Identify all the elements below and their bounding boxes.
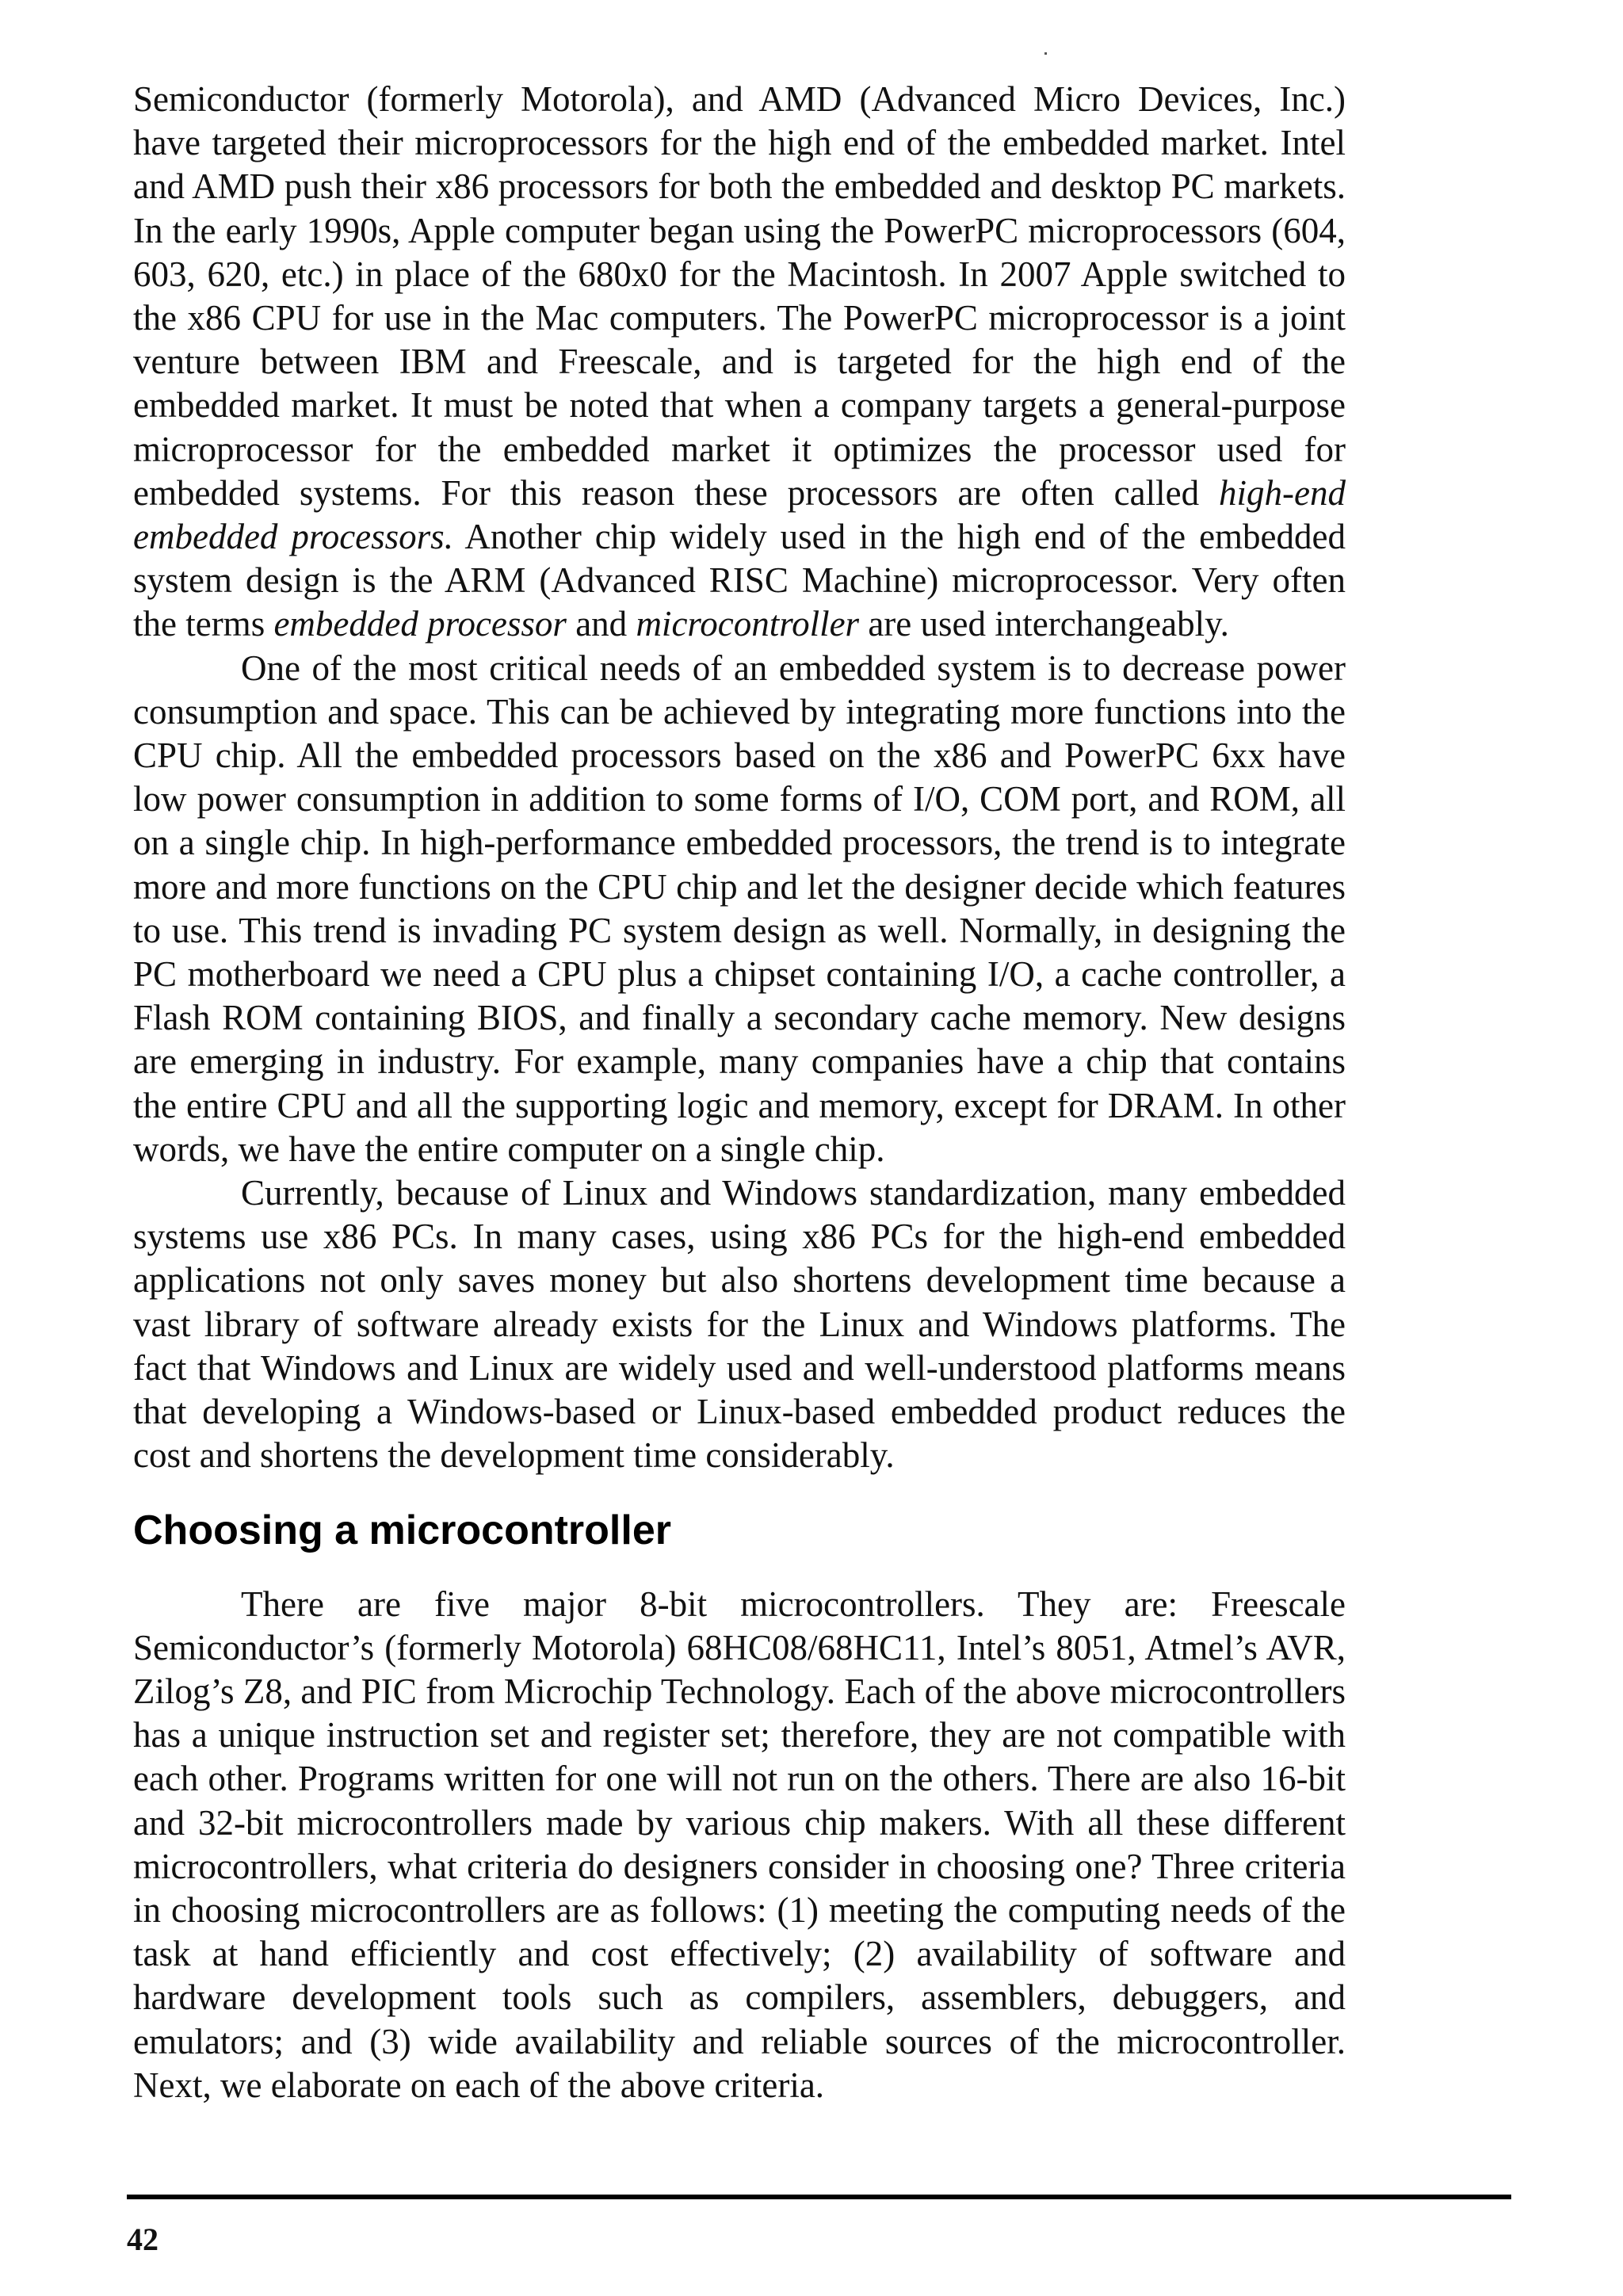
paragraph-power-consumption: One of the most critical needs of an embedded system is to decrease power consumption and space. This can be achieved by integrating more functions into the CPU chip. All the embedded processors based on the x86 and PowerPC 6xx have low power consumption in addition to some forms of I/O, COM port, and ROM, all on a single chip. In high-performance embedded processors, the trend is to integrate more and more functions on the CPU chip and let the designer decide which features to use. This trend is invading PC system design as well. Normally, in designing the PC motherboard we need a CPU plus a chipset containing I/O, a cache controller, a Flash ROM containing BIOS, and finally a secondary cache memory. New designs are emerging in industry. For example, many companies have a chip that contains the entire CPU and all the supporting logic and memory, except for DRAM. In other words, we have the entire computer on a single chip. <box>133 648 1346 1169</box>
section-heading: Choosing a microcontroller <box>133 1507 671 1553</box>
scan-speck <box>1044 52 1047 55</box>
page-number: 42 <box>127 2222 158 2257</box>
emphasis-embedded-processor: embedded processor <box>273 604 567 644</box>
paragraph-text: and <box>566 604 636 644</box>
paragraph-choosing-microcontroller: There are five major 8-bit microcontrollers. They are: Freescale Semiconductor’s (formerly Motorola) 68HC08/68HC11, Intel’s 8051, Atmel’s AVR, Zilog’s Z8, and PIC from Microchip Technology. Each of the above microcontrollers has a unique instruction set and register set; therefore, they are not compatible with each other. Programs written for one will not run on the others. There are also 16-bit and 32-bit microcontrollers made by various chip makers. With all these different microcontrollers, what criteria do designers consider in choosing one? Three criteria in choosing microcontrollers are as follows: (1) meeting the computing needs of the task at hand efficiently and cost effectively; (2) availability of software and hardware development tools such as compilers, assemblers, debuggers, and emulators; and (3) wide availability and reliable sources of the microcontroller. Next, we elaborate on each of the above criteria. <box>133 1584 1346 2105</box>
emphasis-high-end-embedded-processors: high-end embedded processors. <box>133 472 1346 557</box>
footer-rule <box>127 2195 1511 2199</box>
paragraph-text: Semiconductor (formerly Motorola), and AMD (Advanced Micro Devices, Inc.) have targeted their microprocessors for the high end of the embedded market. Intel and AMD push their x86 processors for both the embedded and desktop PC markets. In the early 1990s, Apple computer began using the PowerPC microprocessors (604, 603, 620, etc.) in place of the 680x0 for the Macintosh. In 2007 Apple switched to the x86 CPU for use in the Mac computers. The PowerPC microprocessor is a joint venture between IBM and Freescale, and is targeted for the high end of the embedded market. It must be noted that when a company targets a general-purpose microprocessor for the embedded market it optimizes the processor used for embedded systems. For this reason these processors are often called <box>133 79 1346 513</box>
emphasis-microcontroller: microcontroller <box>636 604 860 644</box>
paragraph-linux-windows: Currently, because of Linux and Windows standardization, many embedded systems use x86 PCs. In many cases, using x86 PCs for the high-end embedded applications not only saves money but also shortens development time because a vast library of software already exists for the Linux and Windows platforms. The fact that Windows and Linux are widely used and well-understood platforms means that developing a Windows-based or Linux-based embedded product reduces the cost and shortens the development time considerably. <box>133 1173 1346 1476</box>
paragraph-text: are used interchangeably. <box>859 604 1229 644</box>
paragraph-embedded-processors <box>133 78 1346 647</box>
paragraph-text: Another chip widely used in the high end of the embedded system design is the ARM (Advanced RISC Machine) microprocessor. Very often the terms <box>133 517 1346 644</box>
page-content <box>133 78 1346 2107</box>
